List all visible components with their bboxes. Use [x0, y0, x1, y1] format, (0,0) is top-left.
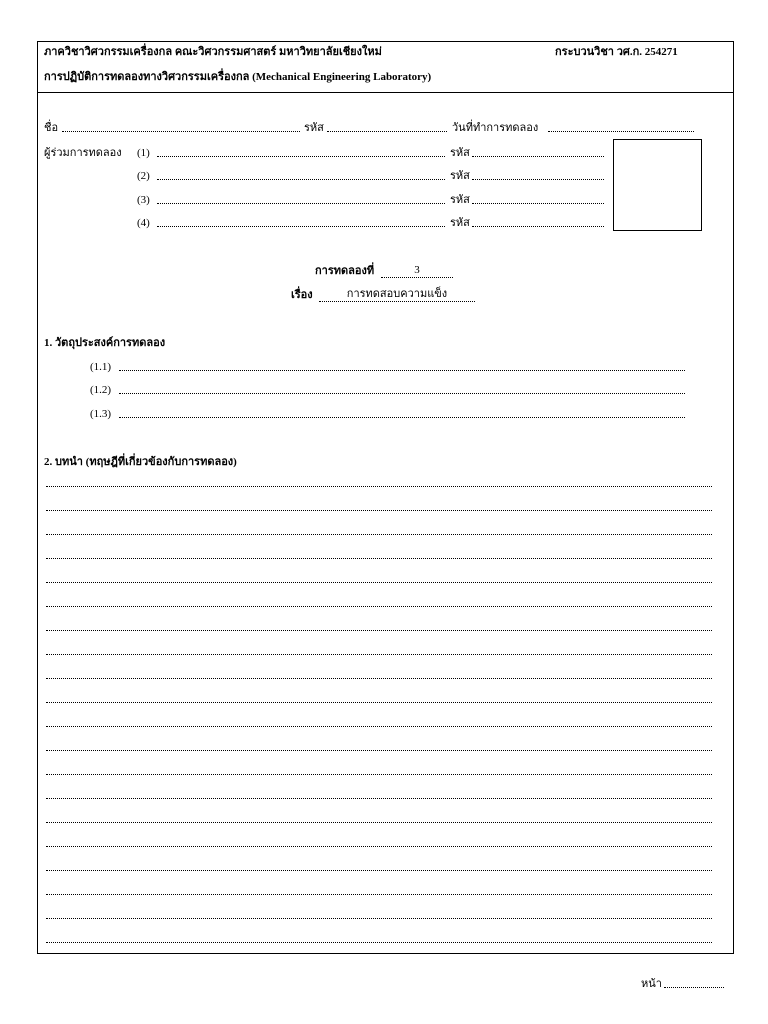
objective-line[interactable]	[119, 417, 685, 418]
name-field[interactable]	[62, 131, 300, 132]
name-label: ชื่อ	[44, 122, 59, 134]
partner-id-field[interactable]	[472, 179, 604, 180]
intro-line[interactable]	[46, 942, 712, 943]
partner-number: (2)	[137, 170, 150, 182]
header-divider	[37, 92, 734, 93]
objective-number: (1.1)	[90, 361, 112, 373]
date-label: วันที่ทำการทดลอง	[452, 122, 539, 134]
id-label: รหัส	[304, 122, 324, 134]
objective-line[interactable]	[119, 393, 685, 394]
intro-line[interactable]	[46, 822, 712, 823]
partner-id-label: รหัส	[450, 194, 470, 206]
intro-line[interactable]	[46, 750, 712, 751]
intro-line[interactable]	[46, 486, 712, 487]
experiment-number-label: การทดลองที่	[315, 265, 375, 277]
partner-name-field[interactable]	[157, 226, 445, 227]
intro-line[interactable]	[46, 702, 712, 703]
course-code: กระบวนวิชา วศ.ก. 254271	[555, 46, 678, 58]
topic-label: เรื่อง	[291, 289, 313, 301]
intro-line[interactable]	[46, 774, 712, 775]
partner-id-label: รหัส	[450, 147, 470, 159]
partner-number: (3)	[137, 194, 150, 206]
intro-line[interactable]	[46, 534, 712, 535]
partner-id-label: รหัส	[450, 170, 470, 182]
intro-line[interactable]	[46, 726, 712, 727]
intro-line[interactable]	[46, 582, 712, 583]
objective-number: (1.2)	[90, 384, 112, 396]
partner-name-field[interactable]	[157, 179, 445, 180]
intro-line[interactable]	[46, 606, 712, 607]
partner-number: (1)	[137, 147, 150, 159]
intro-line[interactable]	[46, 798, 712, 799]
partner-number: (4)	[137, 217, 150, 229]
intro-heading: 2. บทนำ (ทฤษฎีที่เกี่ยวข้องกับการทดลอง)	[44, 456, 237, 468]
partners-label: ผู้ร่วมการทดลอง	[44, 147, 122, 159]
page-number-field[interactable]	[664, 987, 724, 988]
intro-line[interactable]	[46, 510, 712, 511]
partner-name-field[interactable]	[157, 203, 445, 204]
intro-line[interactable]	[46, 558, 712, 559]
photo-box	[613, 139, 702, 231]
intro-line[interactable]	[46, 630, 712, 631]
partner-id-label: รหัส	[450, 217, 470, 229]
intro-line[interactable]	[46, 654, 712, 655]
department-title: ภาควิชาวิศวกรรมเครื่องกล คณะวิศวกรรมศาสตร์ มหาวิทยาลัยเชียงใหม่	[44, 46, 382, 58]
objective-number: (1.3)	[90, 408, 112, 420]
objectives-heading: 1. วัตถุประสงค์การทดลอง	[44, 337, 166, 349]
intro-line[interactable]	[46, 678, 712, 679]
partner-name-field[interactable]	[157, 156, 445, 157]
experiment-number-value: 3	[381, 263, 453, 278]
id-field[interactable]	[327, 131, 447, 132]
topic-value: การทดสอบความแข็ง	[319, 287, 475, 302]
page-label: หน้า	[641, 978, 662, 990]
intro-line[interactable]	[46, 918, 712, 919]
partner-id-field[interactable]	[472, 156, 604, 157]
partner-id-field[interactable]	[472, 203, 604, 204]
intro-line[interactable]	[46, 894, 712, 895]
intro-line[interactable]	[46, 870, 712, 871]
intro-line[interactable]	[46, 846, 712, 847]
date-field[interactable]	[548, 131, 694, 132]
partner-id-field[interactable]	[472, 226, 604, 227]
objective-line[interactable]	[119, 370, 685, 371]
lab-title: การปฏิบัติการทดลองทางวิศวกรรมเครื่องกล (Mechanical Engineering Laboratory)	[44, 71, 432, 83]
